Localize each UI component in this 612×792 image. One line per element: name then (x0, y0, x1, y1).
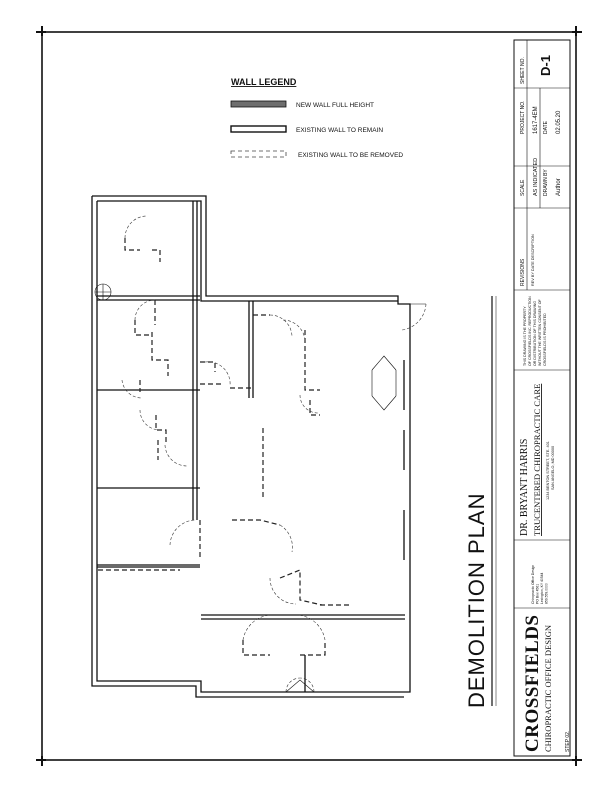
svg-text:PO Box 4561: PO Box 4561 (535, 583, 540, 604)
sheet-no: D-1 (538, 55, 553, 76)
revisions-columns: REV BY DATE DESCRIPTION (531, 234, 535, 286)
step-label: STEP 02. (565, 730, 571, 752)
address-line-1: 1234 BENTON STREET, STE. 401 (546, 441, 550, 500)
svg-text:OF CROSSFIELDS INC. REPRODUCTI: OF CROSSFIELDS INC. REPRODUCTION (528, 296, 532, 366)
legend-title: WALL LEGEND (231, 77, 297, 87)
address-line-2: SAN ANGELO, MD 00000 (551, 445, 555, 490)
copyright-notice (523, 296, 547, 366)
date-label: DATE (543, 121, 549, 134)
firm-name: CROSSFIELDS (522, 614, 543, 752)
drawn-by-label: DRAWN BY (543, 169, 549, 196)
project-no-label: PROJECT NO. (520, 100, 526, 134)
firm-tagline: CHIROPRACTIC OFFICE DESIGN (543, 624, 553, 752)
svg-text:Lexington, KY 40544: Lexington, KY 40544 (540, 572, 544, 604)
firm-contact (531, 565, 549, 604)
legend-swatch-new-wall (231, 101, 286, 107)
svg-text:859.559.0000: 859.559.0000 (544, 583, 549, 604)
drawn-by-value: Author (556, 178, 562, 196)
svg-text:CROSSFIELDS IS PROHIBITED: CROSSFIELDS IS PROHIBITED (543, 313, 547, 366)
legend-swatch-removed-wall (231, 151, 286, 157)
floor-plan (92, 196, 426, 697)
practice-name: TRUCENTERED CHIROPRACTIC CARE (532, 383, 542, 536)
client-name: DR. BRYANT HARRIS (519, 438, 530, 536)
title-block (514, 40, 571, 756)
scale-value: AS INDICATED (533, 157, 539, 196)
date-value: 02.05.20 (556, 110, 562, 134)
svg-text:OR DISTRIBUTION OF THIS DRAWIN: OR DISTRIBUTION OF THIS DRAWING (533, 300, 537, 366)
svg-text:Chiropractic Office Design: Chiropractic Office Design (531, 564, 535, 604)
svg-text:WITHOUT THE WRITTEN CONSENT OF: WITHOUT THE WRITTEN CONSENT OF (538, 299, 542, 366)
svg-text:THIS DRAWING IS THE PROPERTY: THIS DRAWING IS THE PROPERTY (523, 306, 527, 366)
project-no: 1617-4EM (533, 106, 539, 134)
legend-label-removed-wall: EXISTING WALL TO BE REMOVED (298, 152, 404, 159)
scale-label: SCALE (520, 179, 526, 196)
wall-legend (231, 77, 403, 159)
sheet-no-label: SHEET NO. (520, 57, 526, 84)
legend-label-existing-wall: EXISTING WALL TO REMAIN (296, 127, 384, 134)
legend-label-new-wall: NEW WALL FULL HEIGHT (296, 102, 375, 109)
legend-swatch-existing-wall (231, 126, 286, 132)
revisions-label: REVISIONS (520, 258, 526, 286)
plan-title: DEMOLITION PLAN (464, 492, 489, 708)
